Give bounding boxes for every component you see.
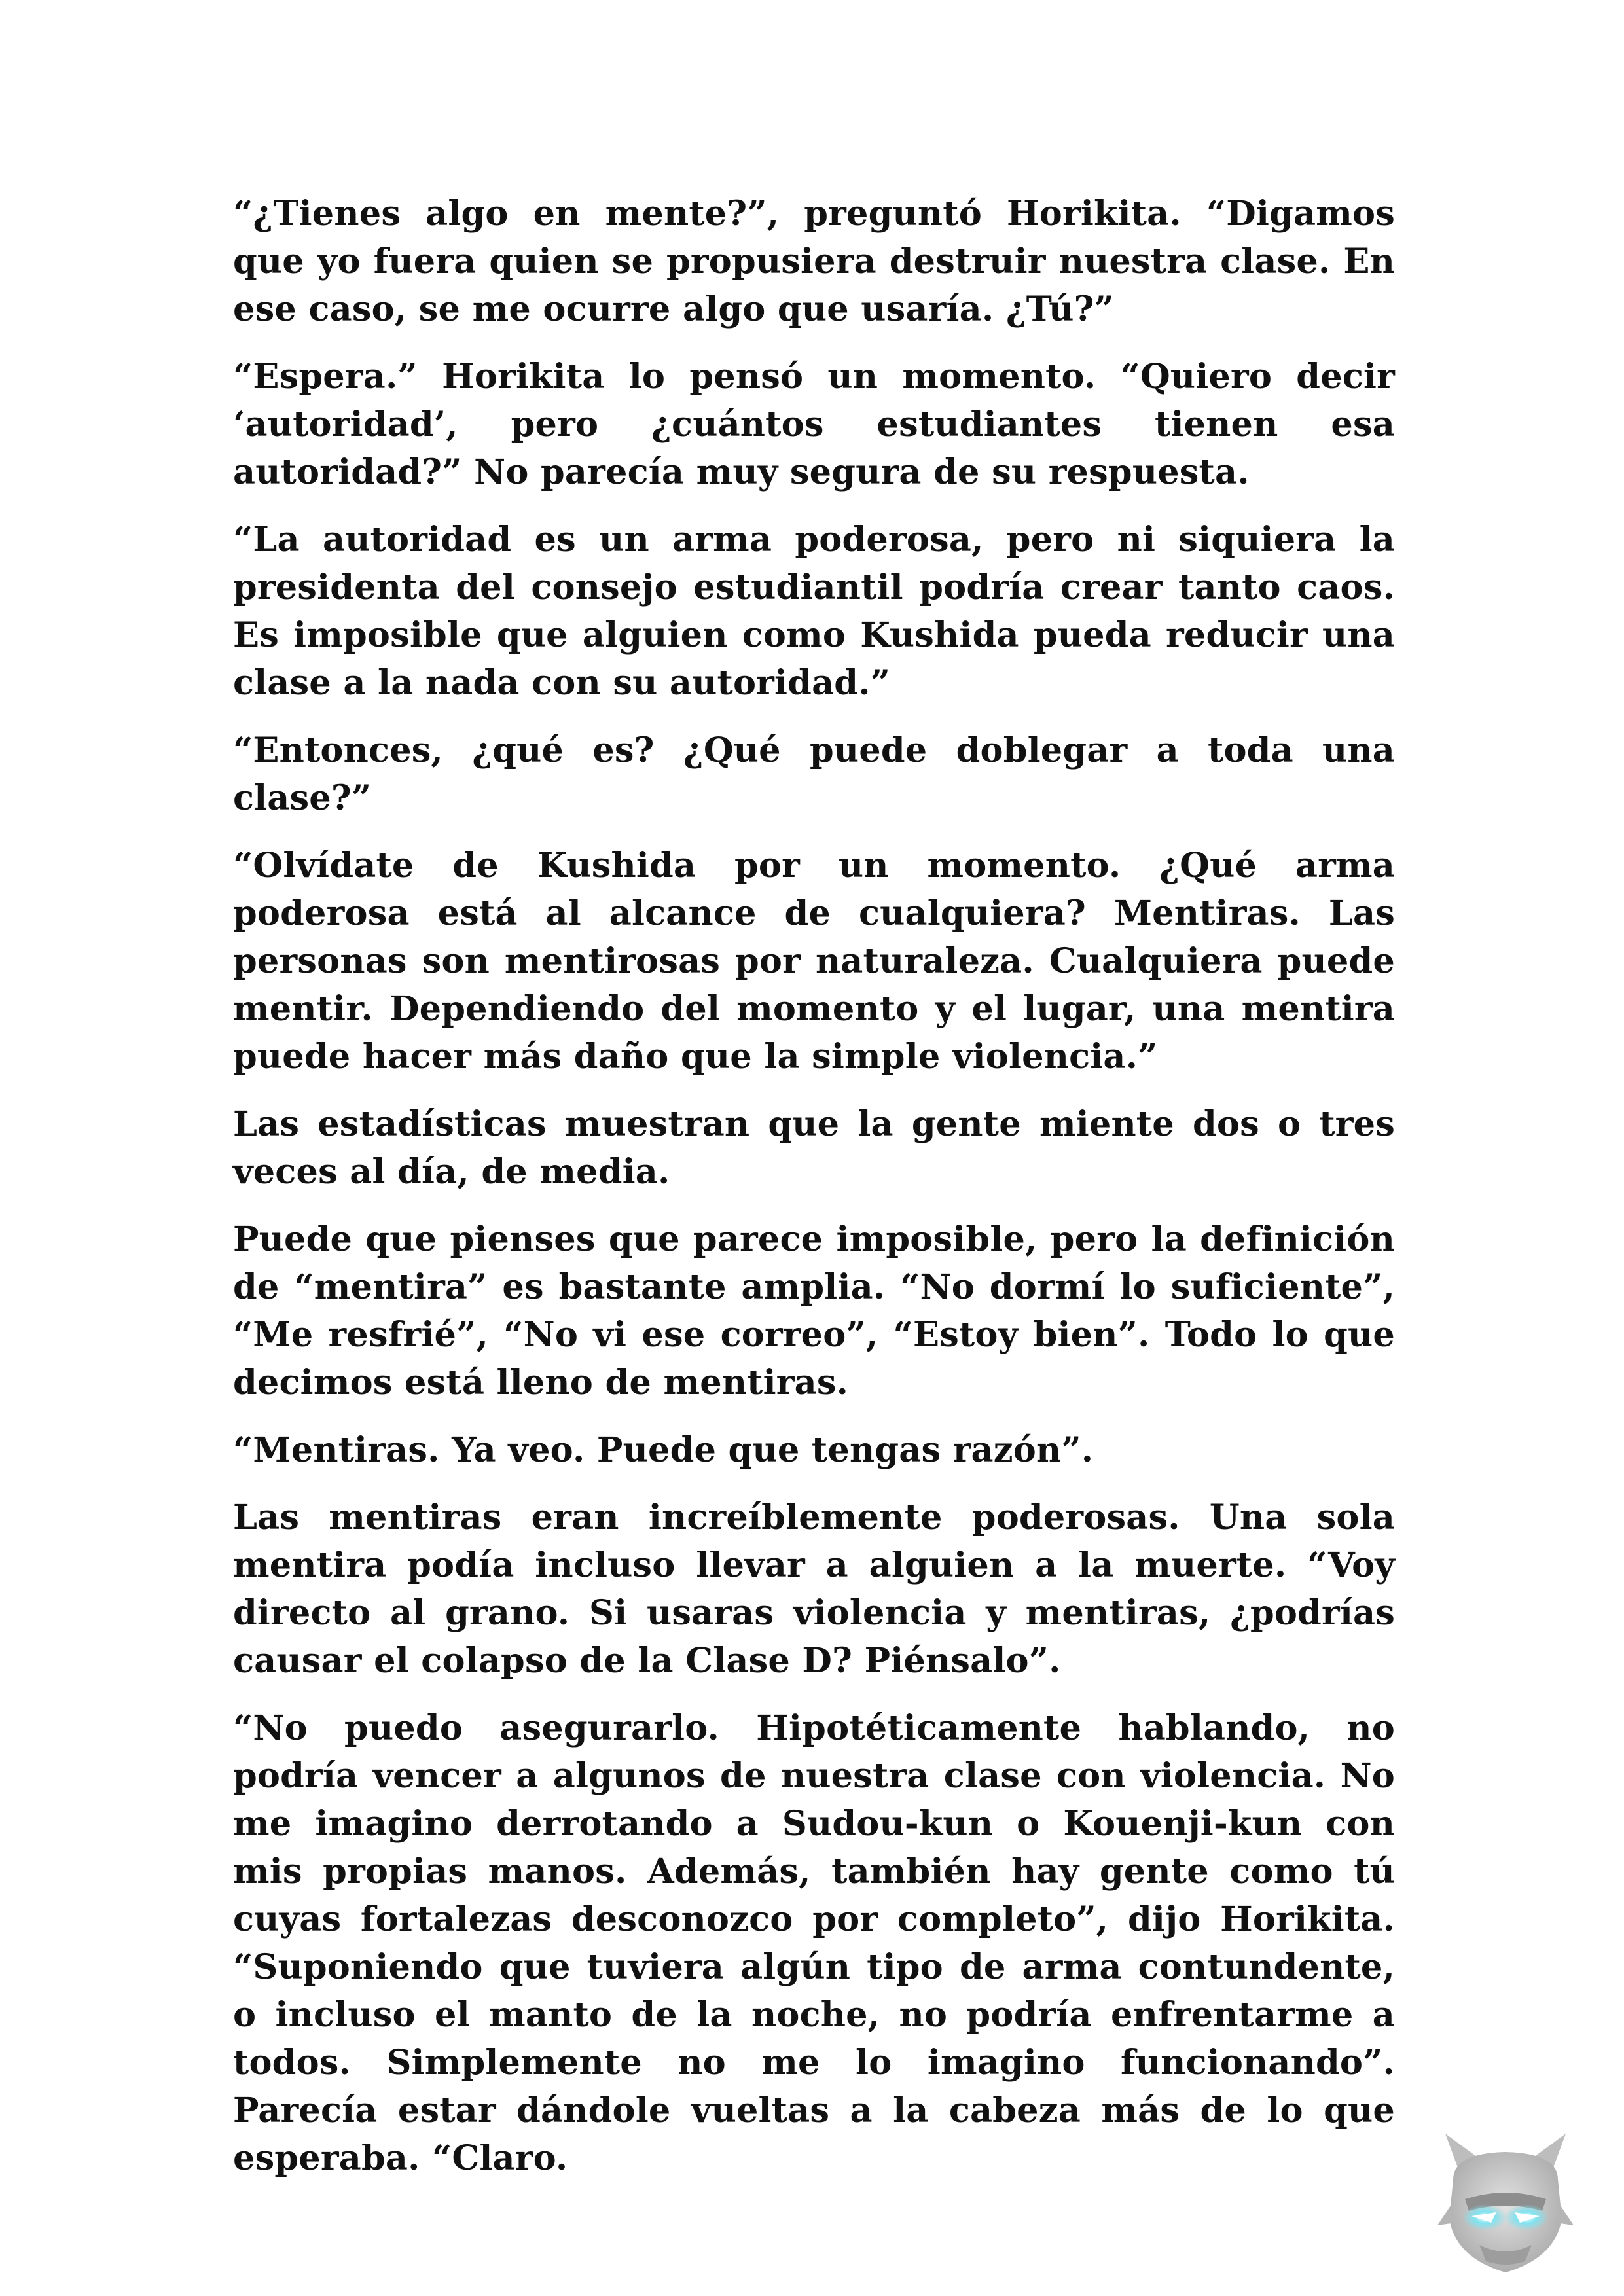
paragraph-2: “Espera.” Horikita lo pensó un momento. “Quiero decir ‘autoridad’, pero ¿cuántos estudiantes tienen esa autoridad?” No parecía muy segura de su respuesta. [233,357,1395,492]
demon-head-logo-icon [1434,2127,1578,2278]
paragraph-9: Las mentiras eran increíblemente poderosas. Una sola mentira podía incluso llevar a alguien a la muerte. “Voy directo al grano. Si usaras violencia y mentiras, ¿podrías causar el colapso de la Clase D? Piénsalo”. [233,1498,1395,1681]
paragraph-1: “¿Tienes algo en mente?”, preguntó Horikita. “Digamos que yo fuera quien se propusiera destruir nuestra clase. En ese caso, se me ocurre algo que usaría. ¿Tú?” [233,194,1395,329]
paragraph-8: “Mentiras. Ya veo. Puede que tengas razón”. [233,1430,1094,1470]
paragraph-6: Las estadísticas muestran que la gente miente dos o tres veces al día, de media. [233,1104,1395,1192]
paragraph-10: “No puedo asegurarlo. Hipotéticamente hablando, no podría vencer a algunos de nuestra clase con violencia. No me imagino derrotando a Sudou-kun o Kouenji-kun con mis propias manos. Además, también hay gente como tú cuyas fortalezas desconozco por completo”, dijo Horikita. “Suponiendo que tuviera algún tipo de arma contundente, o incluso el manto de la noche, no podría enfrentarme a todos. Simplemente no me lo imagino funcionando”. Parecía estar dándole vueltas a la cabeza más de lo que esperaba. “Claro. [233,1708,1395,2178]
paragraph-5: “Olvídate de Kushida por un momento. ¿Qué arma poderosa está al alcance de cualquiera? Mentiras. Las personas son mentirosas por naturaleza. Cualquiera puede mentir. Dependiendo del momento y el lugar, una mentira puede hacer más daño que la simple violencia.” [233,846,1395,1077]
paragraph-4: “Entonces, ¿qué es? ¿Qué puede doblegar a toda una clase?” [233,730,1395,818]
paragraph-7: Puede que pienses que parece imposible, pero la definición de “mentira” es bastante amplia. “No dormí lo suficiente”, “Me resfrié”, “No vi ese correo”, “Estoy bien”. Todo lo que decimos está lleno de mentiras. [233,1219,1395,1403]
body-text [233,190,1395,2202]
paragraph-3: “La autoridad es un arma poderosa, pero ni siquiera la presidenta del consejo estudiantil podría crear tanto caos. Es imposible que alguien como Kushida pueda reducir una clase a la nada con su autoridad.” [233,520,1395,703]
